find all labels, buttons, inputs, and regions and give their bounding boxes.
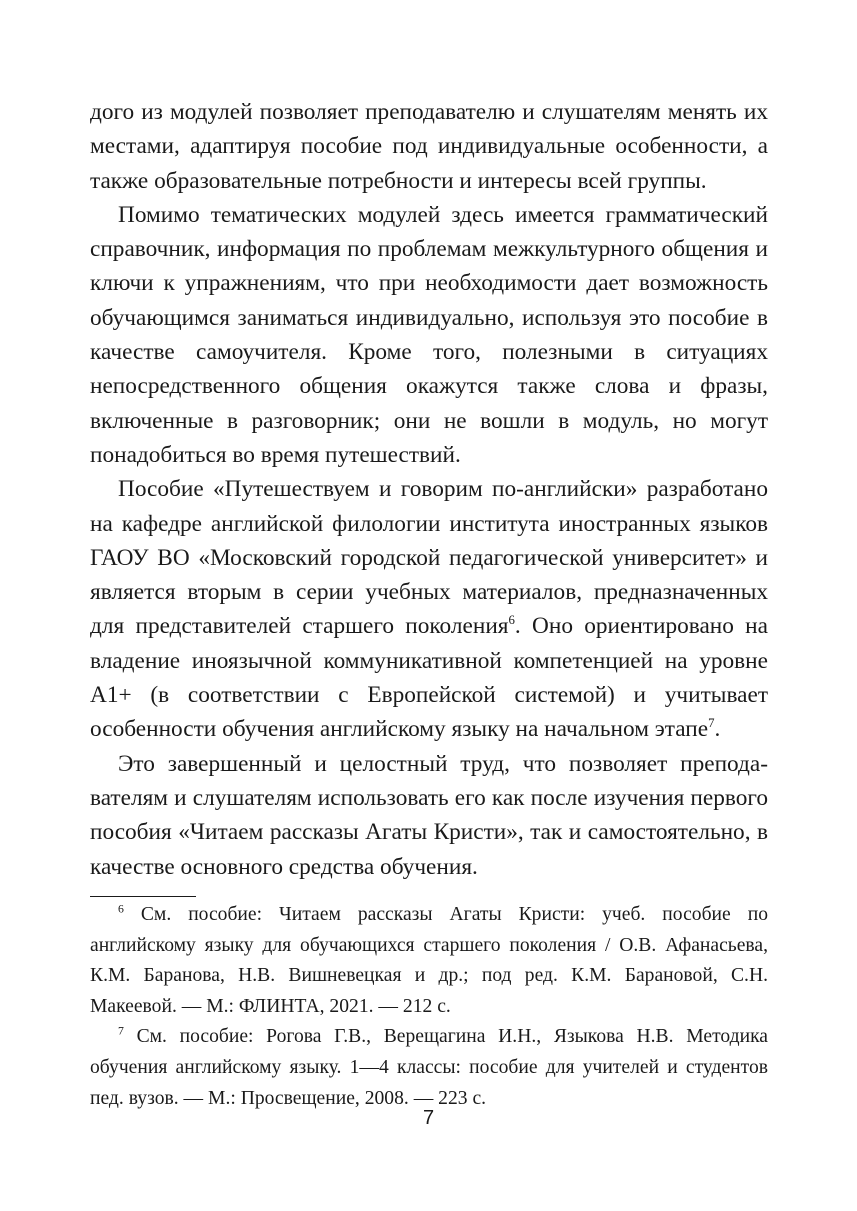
footnote-text: См. пособие: Читаем рассказы Агаты Кристи: учеб. пособие по английскому языку для обучающихся старшего поколения / О.В. Афанасьева, К.М. Баранова, Н.В. Вишневецкая и др.; под ред. К.М. Барановой, С.Н. Макеевой. — М.: ФЛИНТА, 2021. — 212 с. (90, 904, 768, 1017)
footnote-reference[interactable]: 7 (708, 716, 715, 731)
footnote (90, 1022, 768, 1114)
page-body (90, 95, 768, 884)
footnote (90, 900, 768, 1022)
footnotes (90, 900, 768, 1114)
body-paragraph (90, 472, 768, 746)
paragraph-text: . Оно ориентировано на владение иноязычной коммуникативной компетенцией на уровне А1+ (в соответствии с Европейской системой) и учитывает особенности обучения английскому языку на начальном этапе (90, 613, 768, 743)
footnote-reference[interactable]: 6 (508, 613, 515, 628)
main-text (90, 95, 768, 884)
footnote-divider (90, 896, 196, 897)
page-number: 7 (422, 1107, 435, 1129)
paragraph-text: Пособие «Путешествуем и говорим по-английски» разработано на кафедре английской филологии института иностранных языков ГАОУ ВО «Московский городской педагогической университет» и является вторым в серии учебных материалов, предназначенных для представителей старшего поколения (90, 476, 768, 640)
footnote-marker: 6 (118, 902, 124, 916)
paragraph-text: . (714, 716, 721, 743)
body-paragraph: дого из модулей позволяет преподавателю и слушателям менять их местами, адаптируя пособие под индивидуальные особенности, а также образовательные потребности и интересы всей группы. (90, 99, 768, 194)
footnote-marker: 7 (118, 1024, 124, 1038)
footnote-text: См. пособие: Рогова Г.В., Верещагина И.Н., Языкова Н.В. Методика обучения английскому языку. 1—4 классы: пособие для учителей и студентов пед. вузов. — М.: Просвещение, 2008. — 223 с. (90, 1026, 768, 1109)
body-paragraph: Это завершенный и целостный труд, что позволяет преподавателям и слушателям использовать его как после изучения первого пособия «Читаем рассказы Агаты Кристи», так и самостоятельно, в качестве основного средства обучения. (90, 750, 768, 880)
body-paragraph: Помимо тематических модулей здесь имеется грамматический справочник, информация по проблемам межкультурного общения и ключи к упражнениям, что при необходимости дает возможность обучающимся заниматься индивидуально, используя это пособие в качестве самоучителя. Кроме того, полезными в ситуациях непосредственного общения окажутся также слова и фразы, включенные в разговорник; они не вошли в модуль, но могут понадобиться во время путешествий. (90, 201, 768, 468)
